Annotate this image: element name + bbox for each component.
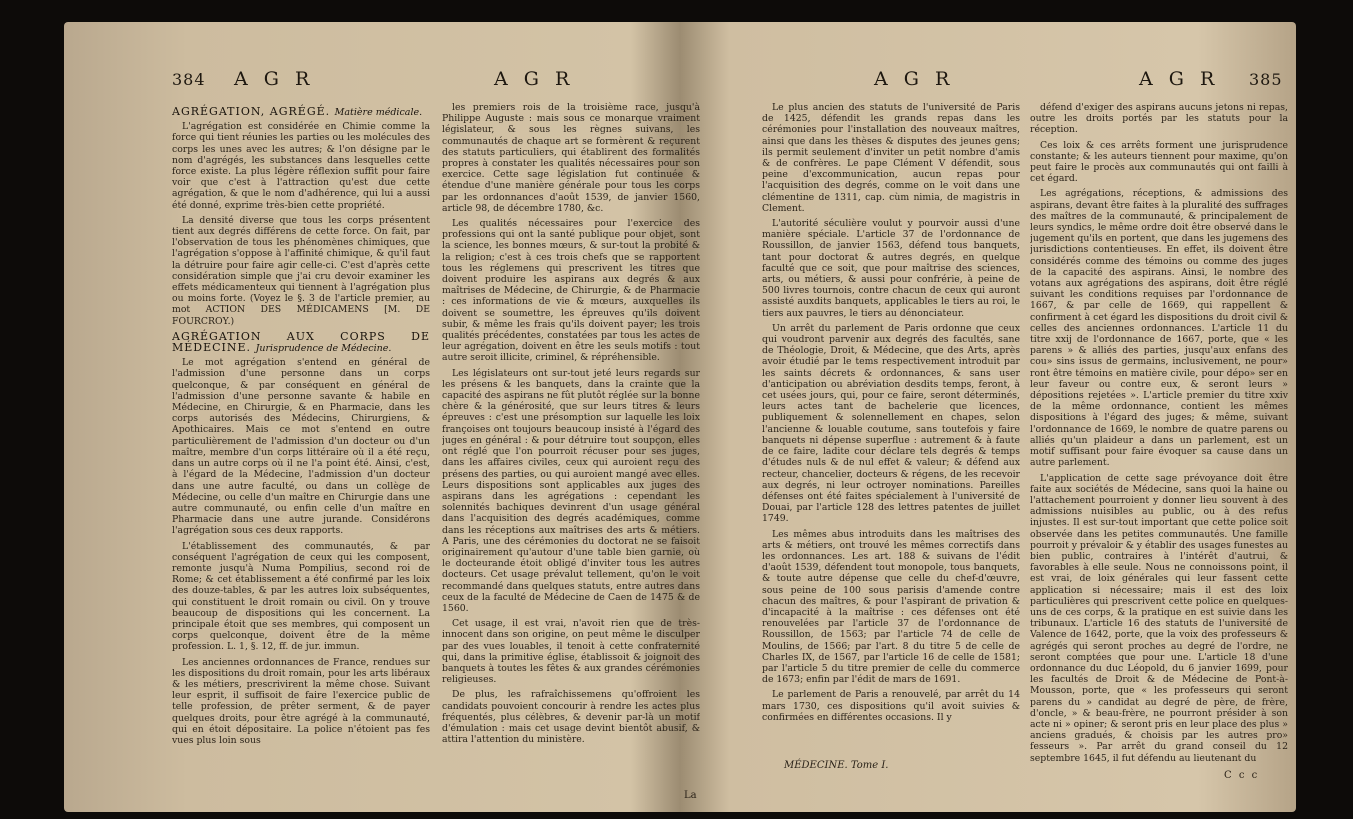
paragraph: De plus, les rafraîchissemens qu'offroient les candidats pouvoient concourir à rendre les actes plus fréquentés, plus célèbres, & devenir par-là un motif d'émulation : mais cet usage devint bientôt abusif, & attira l'attention du ministère. <box>442 689 700 746</box>
article-heading-subject: Matière médicale. <box>334 107 423 118</box>
paragraph: Le plus ancien des statuts de l'université de Paris de 1425, défendit les grands repas dans les cérémonies pour l'installation des nouveaux maîtres, ainsi que dans les thèses & disputes des jeunes gens; ils permit seulement d'inviter un petit nombre d'amis & de confrères. Le pape Clément V défendit, sous peine d'excommunication, aucun repas pour l'acquisition des degrés, comme on le voit dans une clémentine de 1311, cap. cùm nimia, de magistris in Clement. <box>762 102 1020 214</box>
paragraph: Les mêmes abus introduits dans les maîtrises des arts & métiers, ont trouvé les mêmes correctifs dans les ordonnances. Les art. 188 & suivans de l'édit d'août 1539, défendent tout monopole, tous banquets, & toute autre dépense que celle du chef-d'œuvre, sous peine de 100 sous parisis d'amende contre chacun des maîtres, & pour l'aspirant de privation & d'incapacité à la maîtrise : ces défenses ont été renouvelées par l'article 37 de l'ordonnance de Roussillon, de 1563; par l'article 74 de celle de Moulins, de 1566; par l'art. 8 du titre 5 de celle de Charles IX, de 1567, par l'article 16 de celle de 1581; par l'article 5 du titre premier de celle du commerce de 1673; enfin par l'édit de mars de 1691. <box>762 528 1020 686</box>
page-number-right: 385 <box>1249 70 1283 89</box>
article-heading-title: AGRÉGATION AUX CORPS DE MÉDECINE. <box>172 329 430 355</box>
volume-footer: MÉDECINE. Tome I. <box>784 760 889 771</box>
paragraph: Le parlement de Paris a renouvelé, par arrêt du 14 mars 1730, ces dispositions qu'il avoit suivies & confirmées en différentes occasions. Il y <box>762 689 1020 723</box>
headword-right-center: A G R <box>874 68 955 90</box>
page-number-left: 384 <box>172 70 206 89</box>
catchword: La <box>684 790 697 801</box>
article-heading-title: AGRÉGATION, AGRÉGÉ. <box>172 105 331 118</box>
headword-right: A G R <box>1139 68 1220 90</box>
paragraph: Cet usage, il est vrai, n'avoit rien que de très-innocent dans son origine, on peut même le disculper par des vues louables, il tenoit à cette confraternité qui, dans la primitive église, établissoit & joignoit des banquets à toutes les fêtes & aux grandes cérémonies religieuses. <box>442 618 700 686</box>
paragraph: L'établissement des communautés, & par conséquent l'agrégation de ceux qui les composent, remonte jusqu'à Numa Pompilius, second roi de Rome; & cet établissement a été confirmé par les loix des douze-tables, & par les autres loix subséquentes, qui constituent le droit romain ou civil. On y trouve beaucoup de dispositions qui les concernent. La principale étoit que ses membres, qui composent un corps quelconque, doivent être de la même profession. L. 1, §. 12, ff. de jur. immun. <box>172 540 430 653</box>
paragraph: Ces loix & ces arrêts forment une jurisprudence constante; & les auteurs tiennent pour maxime, qu'on peut faire le procès aux communautés qui ont failli à cet égard. <box>1030 139 1288 185</box>
paragraph: Les anciennes ordonnances de France, rendues sur les dispositions du droit romain, pour les arts libéraux & les métiers, prescrivirent la même chose. Suivant leur esprit, il suffisoit de faire l'exercice public de telle profession, de prêter serment, & de payer quelques droits, pour être agrégé à la communauté, qui en étoit dépositaire. La police n'étoient pas fes vues plus loin sous <box>172 656 430 746</box>
article-heading <box>172 331 430 354</box>
left-column-1 <box>172 102 430 782</box>
paragraph: Un arrêt du parlement de Paris ordonne que ceux qui voudront parvenir aux degrés des facultés, sane de Théologie, Droit, & Médecine, que des Arts, après avoir étudié par le tems respectivement introduit par les saints décrets & ordonnances, & sans user d'anticipation ou abréviation desdits temps, feront, à cet usées jours, qui, pour ce faire, seront déterminés, leurs actes tant de bachelerie que licences, publiquement & solennellement en chapes, selon l'ancienne & louable coutume, sans toutefois y faire banquets ni dépense superflue : autrement & à faute de ce faire, ladite cour déclare tels degrés & temps d'études nuls & de nul effet & valeur; & défend aux recteur, chancelier, docteurs & régens, de les recevoir aux degrés, ni leur octroyer nominations. Pareilles défenses ont été faites spécialement à l'université de Douai, par l'article 128 des lettres patentes de juillet 1749. <box>762 322 1020 525</box>
headword-left-center: A G R <box>494 68 575 90</box>
headword-left: A G R <box>234 68 315 90</box>
paragraph: Les législateurs ont sur-tout jeté leurs regards sur les présens & les banquets, dans la crainte que la capacité des aspirans ne fût plutôt réglée sur la bonne chère & la générosité, que sur leurs titres & leurs épreuves : c'est une présomption sur laquelle les loix françoises ont toujours beaucoup insisté à l'égard des juges en général : & pour détruire tout soupçon, elles ont réglé que l'on pourroit récuser pour ses juges, dans les affaires civiles, ceux qui auroient reçu des présens des parties, ou qui auroient mangé avec elles. Leurs dispositions sont applicables aux juges des aspirans dans les agrégations : cependant les solennités bachiques devinrent d'un usage général dans l'acquisition des degrés académiques, comme dans les réceptions aux maîtrises des arts & métiers. A Paris, une des cérémonies du doctorat ne se faisoit originairement qu'autour d'une table bien garnie, où le docteurande étoit obligé d'inviter tous les autres docteurs. Cet usage prévalut tellement, qu'on le voit recommandé dans quelques statuts, entre autres dans ceux de la faculté de Médecine de Caen de 1475 & de 1560. <box>442 367 700 614</box>
paragraph: les premiers rois de la troisième race, jusqu'à Philippe Auguste : mais sous ce monarque vraiment législateur, & sous les règnes suivans, les communautés de chaque art se formèrent & reçurent des statuts particuliers, qui établirent des formalités propres à constater les qualités nécessaires pour son exercice. Cette sage législation fut continuée & étendue d'une manière générale pour tous les corps par les ordonnances d'août 1539, de janvier 1560, article 98, de décembre 1780, &c. <box>442 102 700 214</box>
signature-mark: C c c <box>1224 770 1260 781</box>
paragraph: L'autorité séculière voulut y pourvoir aussi d'une manière spéciale. L'article 37 de l'ordonnance de Roussillon, de janvier 1563, défend tous banquets, tant pour doctorat & autres degrés, en quelque faculté que ce soit, que pour maîtrise des sciences, arts, ou métiers, & aussi pour confrérie, à peine de 500 livres tournois, contre chacun de ceux qui auront assisté auxdits banquets, applicables le tiers au roi, le tiers aux pauvres, le tiers au dénonciateur. <box>762 218 1020 319</box>
left-running-head <box>164 68 744 92</box>
right-page <box>724 22 1344 812</box>
paragraph: Les agrégations, réceptions, & admissions des aspirans, devant être faites à la pluralité des suffrages des maîtres de la communauté, & principalement de leurs syndics, le même ordre doit être observé dans le jugement qu'ils en portent, que dans les jugemens des jurisdictions contentieuses. En effet, ils doivent être considérés comme des témoins ou comme des juges de la capacité des aspirans. Ainsi, le nombre des votans aux agrégations des aspirans, doit être réglé suivant les conditions requises par l'ordonnance de 1667, & par celle de 1669, qui rappellent & confirment à cet égard les dispositions du droit civil & celles des anciennes ordonnances. L'article 11 du titre xxij de l'ordonnance de 1667, porte, que « les parens » & alliés des parties, jusqu'aux enfans des cou» sins issus de germains, inclusivement, ne pour» ront être témoins en matière civile, pour dépo» ser en leur faveur ou contre eux, & seront leurs » dépositions rejetées ». L'article premier du titre xxiv de la même ordonnance, contient les mêmes dispositions à l'égard des juges; & même, suivant l'ordonnance de 1669, le nombre de quatre parens ou alliés qu'un plaideur a dans un parlement, est un motif suffisant pour faire évoquer sa cause dans un autre parlement. <box>1030 188 1288 469</box>
paragraph: L'agrégation est considérée en Chimie comme la force qui tient réunies les parties ou les molécules des corps les unes avec les autres; & l'on désigne par le nom d'agrégés, les substances dans lesquelles cette force existe. La plus légère réflexion suffit pour faire voir que c'est à l'attraction qu'est due cette agrégation, & que le nom d'adhérence, qui lui a aussi été donné, exprime très-bien cette propriété. <box>172 121 430 211</box>
right-running-head <box>724 68 1344 92</box>
paragraph: L'application de cette sage prévoyance doit être faite aux sociétés de Médecine, sans quoi la haine ou l'attachement pourroient y donner lieu souvent à des admissions nuisibles au public, ou à des refus injustes. Il est sur-tout important que cette police soit observée dans les petites communautés. Une famille pourroit y prévaloir & y établir des usages funestes au bien public, contraires à l'intérêt d'autrui, & favorables à elle seule. Nous ne connoissons point, il est vrai, de loix générales qui leur fassent cette application si nécessaire; mais il est des loix particulières qui prescrivent cette police en quelques-uns de ces corps, & la pratique en est suivie dans les tribunaux. L'article 16 des statuts de l'université de Valence de 1642, porte, que la voix des professeurs & agrégés qui seront proches au degré de l'ordre, ne seront comptées que pour une. L'article 18 d'une ordonnance du duc Léopold, du 6 janvier 1699, pour les facultés de Droit & de Médecine de Pont-à-Mousson, porte, que « les professeurs qui seront parens du » candidat au degré de père, de frère, d'oncle, » & beau-frère, ne pourront présider à son acte ni » opiner; & seront pris en leur place des plus » anciens gradués, & choisis par les autres pro» fesseurs ». Par arrêt du grand conseil du 12 septembre 1645, il fut défendu au lieutenant du <box>1030 472 1288 764</box>
paragraph: Le mot agrégation s'entend en général de l'admission d'une personne dans un corps quelconque, & par conséquent en général de l'admission d'une personne savante & habile en Médecine, en Chirurgie, & en Pharmacie, dans les corps autorisés des Médecins, Chirurgiens, & Apothicaires. Mais ce mot s'entend en outre particulièrement de l'admission d'un docteur ou d'un maître, membre d'un corps littéraire où il a été reçu, dans un autre corps où il ne l'a point été. Ainsi, c'est, à l'égard de la Médecine, l'admission d'un docteur dans une autre faculté, ou dans un collège de Médecine, ou celle d'un maître en Chirurgie dans une autre communauté, ou enfin celle d'un maître en Pharmacie dans une autre jurande. Considérons l'agrégation sous ces deux rapports. <box>172 357 430 537</box>
article-heading <box>172 106 430 118</box>
article-heading-subject: Jurisprudence de Médecine. <box>255 343 392 355</box>
right-column-1 <box>762 102 1020 754</box>
paragraph: La densité diverse que tous les corps présentent tient aux degrés différens de cette force. On fait, par l'observation de tous les phénomènes chimiques, que l'agrégation s'oppose à l'affinité chimique, & qu'il faut la détruire pour faire agir celle-ci. C'est d'après cette considération simple que j'ai cru devoir examiner les effets médicamenteux qui tiennent à l'agrégation plus ou moins forte. (Voyez le §. 3 de l'article premier, au mot ACTION DES MÉDICAMENS [M. DE FOURCROY.) <box>172 214 430 327</box>
paragraph: défend d'exiger des aspirans aucuns jetons ni repas, outre les droits portés par les statuts pour la réception. <box>1030 102 1288 136</box>
right-column-2 <box>1030 102 1288 764</box>
paragraph: Les qualités nécessaires pour l'exercice des professions qui ont la santé publique pour objet, sont la science, les bonnes mœurs, & sur-tout la probité & la religion; c'est à ces trois chefs que se rapportent tous les réglemens qui prescrivent les titres que doivent produire les aspirans aux degrés & aux maîtrises de Médecine, de Chirurgie, & de Pharmacie : ces informations de vie & mœurs, auxquelles ils doivent se soumettre, les épreuves qu'ils doivent subir, & même les frais qu'ils doivent payer; les trois qualités précédentes, constatées par tous les actes de leur agrégation, doivent en être les seuls motifs : tout autre seroit illicite, criminel, & répréhensible. <box>442 218 700 364</box>
left-column-2 <box>442 102 700 782</box>
left-page <box>164 22 744 812</box>
book-spread <box>64 22 1296 812</box>
